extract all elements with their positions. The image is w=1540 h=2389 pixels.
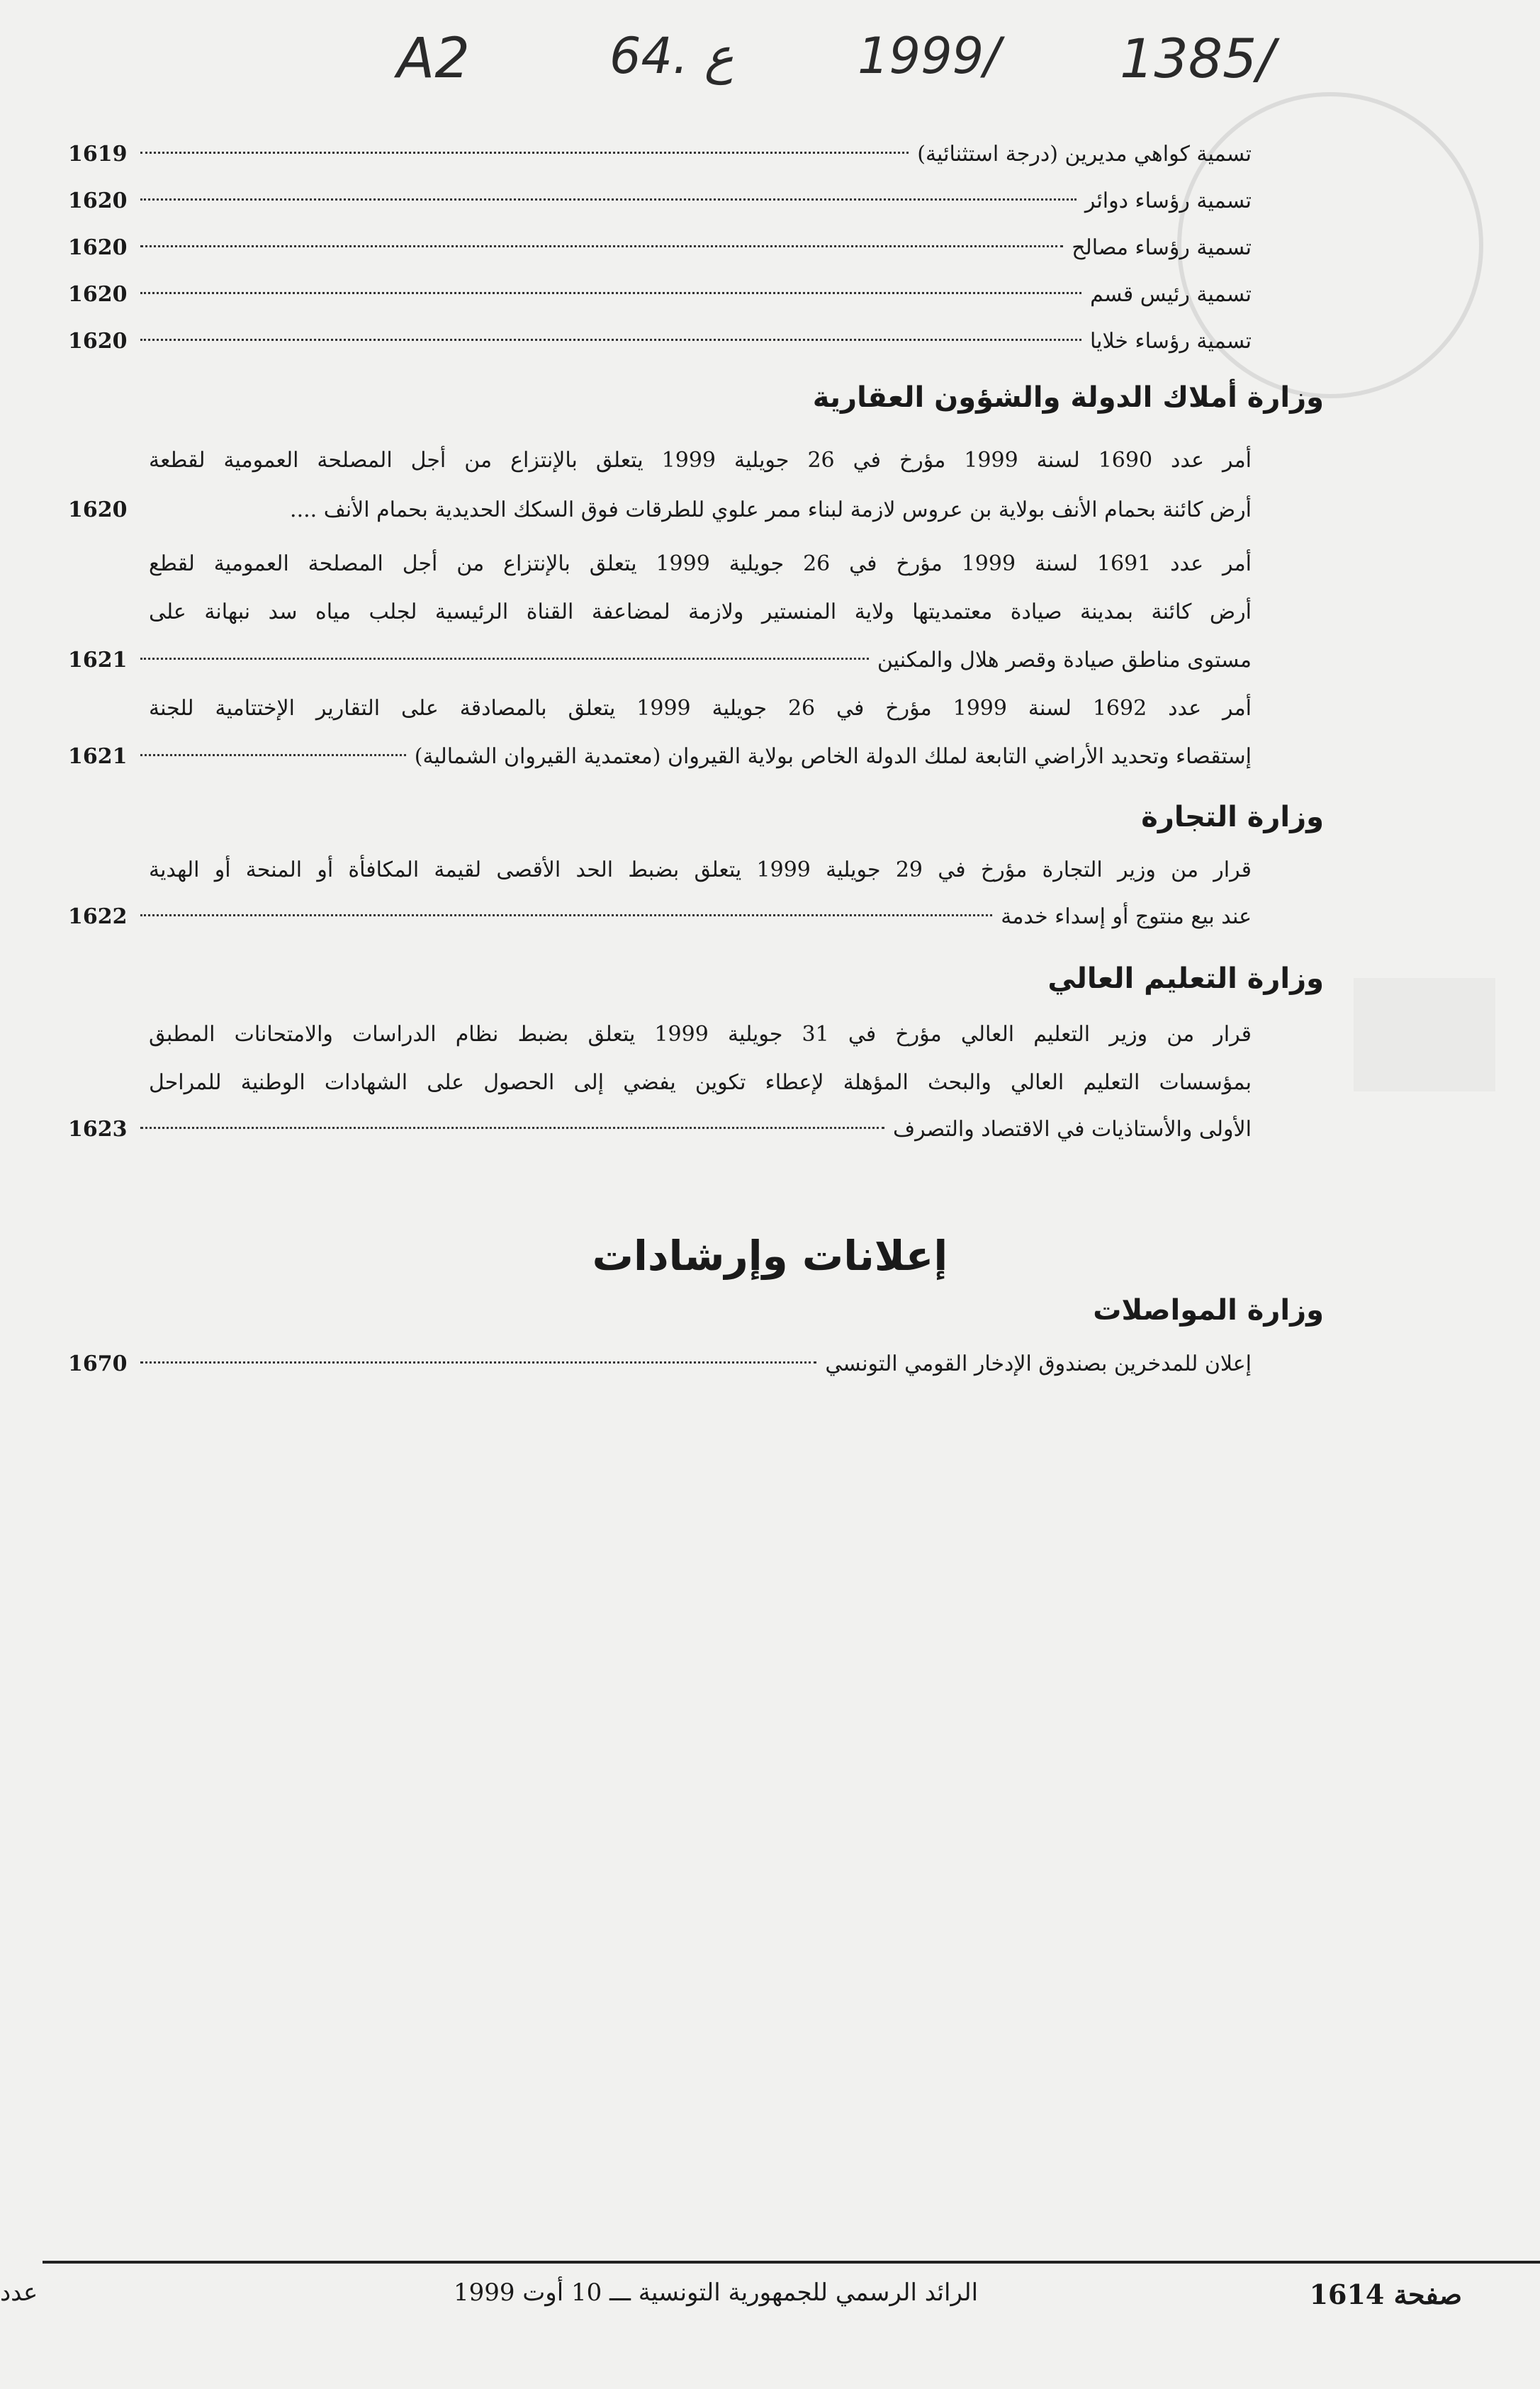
toc-entry — [68, 319, 1252, 364]
toc-page-number: 1670 — [68, 1351, 128, 1376]
toc-entry-text: الأولى والأستاذيات في الاقتصاد والتصرف — [893, 1117, 1252, 1142]
section-heading-transport: وزارة المواصلات — [1093, 1294, 1324, 1327]
footer-edge-text: عدد — [0, 2278, 38, 2307]
entry-line: قرار من وزير التجارة مؤرخ في 29 جويلية 1999 يتعلق بضبط الحد الأقصى لقيمة المكافأة أو المنحة أو الهدية — [149, 858, 1252, 882]
dot-leader — [140, 152, 909, 154]
toc-entry-text: تسمية رؤساء دوائر — [1084, 189, 1252, 213]
toc-page-number: 1623 — [68, 1117, 128, 1142]
dot-leader — [140, 658, 869, 660]
announcements-title: إعلانات وإرشادات — [592, 1232, 948, 1280]
entry-line: أمر عدد 1692 لسنة 1999 مؤرخ في 26 جويلية 1999 يتعلق بالمصادقة على التقارير الإختتامية للجنة — [149, 696, 1252, 721]
toc-entry-text: تسمية كواهي مديرين (درجة استثنائية) — [917, 142, 1252, 167]
toc-page-number: 1620 — [68, 329, 128, 354]
toc-entry — [68, 225, 1252, 271]
toc-page-number: 1619 — [68, 142, 128, 167]
toc-entry — [68, 734, 1252, 780]
toc-page-number: 1620 — [68, 189, 128, 213]
dot-leader — [140, 339, 1081, 341]
dot-leader — [140, 1361, 816, 1364]
toc-entry-text: إستقصاء وتحديد الأراضي التابعة لملك الدولة الخاص بولاية القيروان (معتمدية القيروان الشمالية) — [414, 744, 1252, 769]
toc-entry-text: عند بيع منتوج أو إسداء خدمة — [1001, 904, 1252, 929]
toc-entry-text: تسمية رؤساء خلايا — [1090, 329, 1252, 354]
toc-page-number: 1621 — [68, 744, 128, 769]
toc-entry — [68, 488, 1252, 533]
handwritten-note-c: 1999/ — [858, 27, 1001, 85]
entry-line: أمر عدد 1690 لسنة 1999 مؤرخ في 26 جويلية 1999 يتعلق بالإنتزاع من أجل المصلحة العمومية لقطعة — [149, 448, 1252, 473]
handwritten-note-a: A2 — [397, 27, 470, 91]
dot-leader — [140, 1127, 884, 1129]
section-heading-state-domains: وزارة أملاك الدولة والشؤون العقارية — [812, 381, 1324, 414]
handwritten-note-d: 1385/ — [1120, 27, 1276, 90]
toc-page-number: 1622 — [68, 904, 128, 929]
dot-leader — [140, 292, 1081, 294]
toc-page-number: 1620 — [68, 282, 128, 307]
section-heading-higher-education: وزارة التعليم العالي — [1047, 962, 1324, 995]
handwritten-note-b: 64. ع — [609, 27, 734, 85]
entry-line: أرض كائنة بمدينة صيادة معتمديتها ولاية المنستير ولازمة لمضاعفة القناة الرئيسية لجلب مياه سد نبهانة على — [149, 600, 1252, 624]
toc-page-number: 1620 — [68, 498, 128, 522]
toc-entry-text: تسمية رئيس قسم — [1090, 282, 1252, 307]
toc-entry-text: مستوى مناطق صيادة وقصر هلال والمكنين — [877, 648, 1252, 673]
dot-leader — [140, 245, 1063, 247]
toc-entry — [68, 894, 1252, 940]
entry-line: بمؤسسات التعليم العالي والبحث المؤهلة لإعطاء تكوين يفضي إلى الحصول على الشهادات الوطنية للمراحل — [149, 1070, 1252, 1095]
toc-entry-text: أرض كائنة بحمام الأنف بولاية بن عروس لازمة لبناء ممر علوي للطرقات فوق السكك الحديدية بحمام الأنف .... — [290, 498, 1252, 522]
toc-entry — [68, 638, 1252, 683]
dot-leader — [140, 914, 992, 916]
dot-leader — [140, 198, 1077, 201]
footer-page-label: صفحة 1614 — [1309, 2278, 1462, 2310]
footer-rule — [43, 2261, 1540, 2264]
toc-entry — [68, 1107, 1252, 1152]
toc-page-number: 1620 — [68, 235, 128, 260]
section-heading-commerce: وزارة التجارة — [1141, 801, 1324, 833]
dot-leader — [140, 754, 406, 756]
toc-entry-text: إعلان للمدخرين بصندوق الإدخار القومي التونسي — [825, 1351, 1252, 1376]
entry-line: أمر عدد 1691 لسنة 1999 مؤرخ في 26 جويلية 1999 يتعلق بالإنتزاع من أجل المصلحة العمومية لقطع — [149, 551, 1252, 576]
toc-entry — [68, 132, 1252, 177]
toc-entry — [68, 272, 1252, 317]
bleed-through-box — [1354, 978, 1495, 1091]
toc-entry-text: تسمية رؤساء مصالح — [1072, 235, 1252, 260]
footer-journal-title: الرائد الرسمي للجمهورية التونسية ـــ 10 أوت 1999 — [453, 2278, 979, 2307]
toc-entry — [68, 1342, 1252, 1387]
toc-page-number: 1621 — [68, 648, 128, 673]
entry-line: قرار من وزير التعليم العالي مؤرخ في 31 جويلية 1999 يتعلق بضبط نظام الدراسات والامتحانات المطبق — [149, 1022, 1252, 1047]
toc-entry — [68, 179, 1252, 224]
